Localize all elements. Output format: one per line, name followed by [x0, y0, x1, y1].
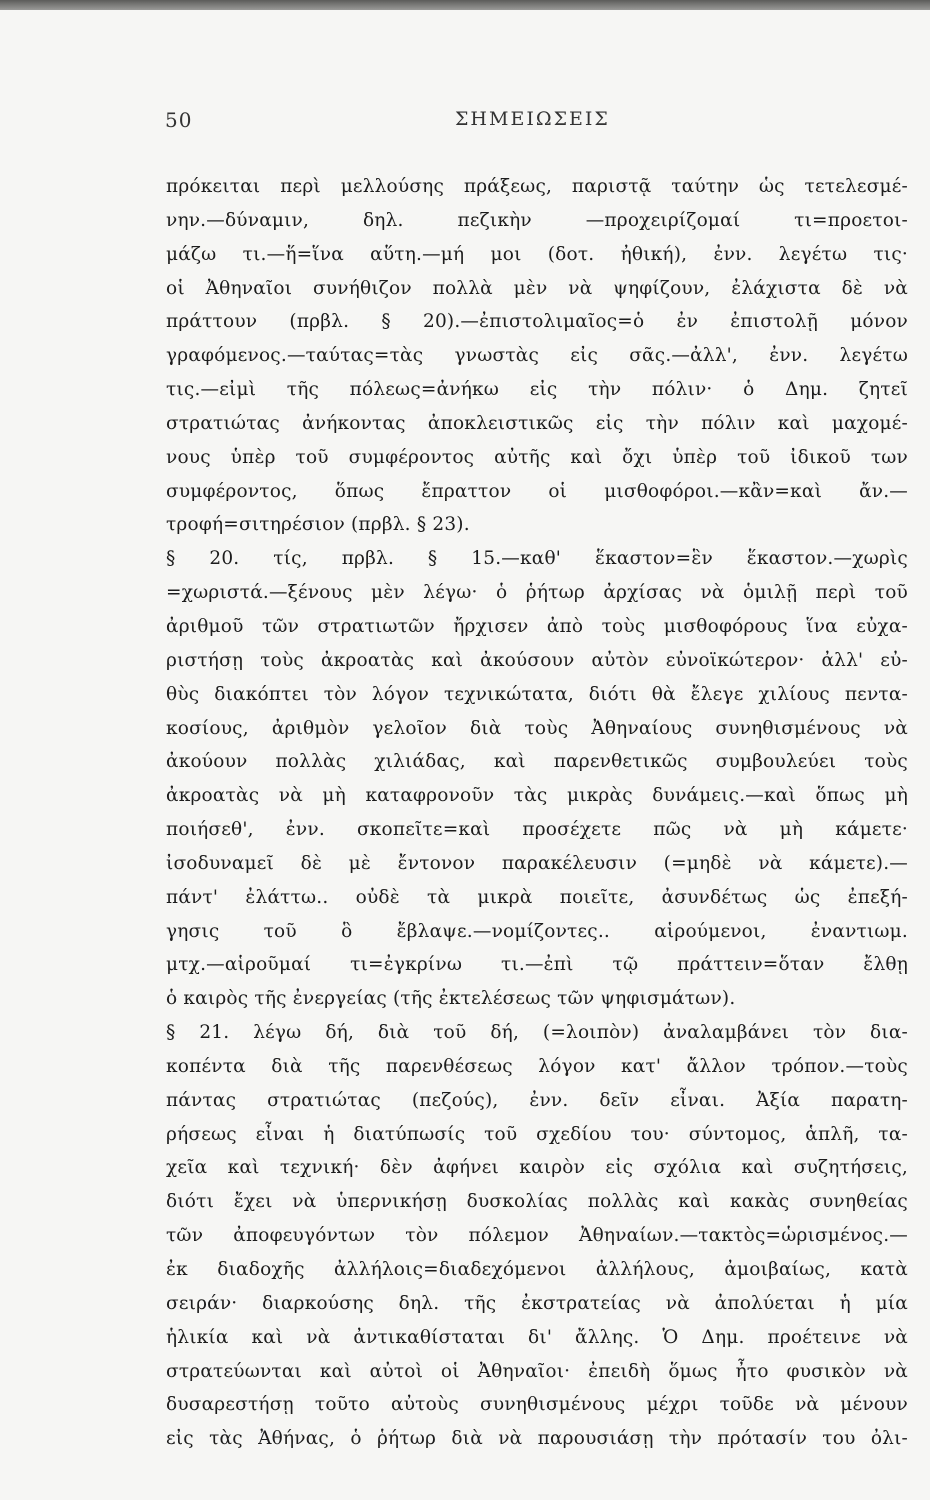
- text-line: ἀκροατὰς νὰ μὴ καταφρονοῦν τὰς μικρὰς δυνάμεις.—καὶ ὅπως μὴ: [166, 785, 908, 807]
- page-number: 50: [165, 108, 193, 132]
- book-page: [0, 10, 930, 1500]
- text-line: πρόκειται περὶ μελλούσης πράξεως, παριστᾷ ταύτην ὡς τετελεσμέ-: [166, 176, 908, 197]
- text-line: ριστήσῃ τοὺς ἀκροατὰς καὶ ἀκούσουν αὐτὸν εὐνοϊκώτερον· ἀλλ' εὐ-: [166, 649, 908, 671]
- scan-top-edge: [0, 0, 930, 10]
- text-line: γησις τοῦ ὃ ἔβλαψε.—νομίζοντες.. αἱρούμενοι, ἐναντιωμ.: [166, 920, 908, 942]
- text-line: οἱ Ἀθηναῖοι συνήθιζον πολλὰ μὲν νὰ ψηφίζουν, ἐλάχιστα δὲ νὰ: [166, 277, 908, 299]
- text-line: ὁ καιρὸς τῆς ἐνεργείας (τῆς ἐκτελέσεως τῶν ψηφισμάτων).: [166, 988, 736, 1010]
- text-line: μτχ.—αἱροῦμαί τι=ἐγκρίνω τι.—ἐπὶ τῷ πράττειν=ὅταν ἔλθῃ: [166, 954, 908, 976]
- text-line: τροφή=σιτηρέσιον (πρβλ. § 23).: [166, 514, 470, 536]
- text-line: τῶν ἀποφευγόντων τὸν πόλεμον Ἀθηναίων.—τακτὸς=ὡρισμένος.—: [166, 1225, 908, 1247]
- text-line: μάζω τι.—ἥ=ἵνα αὕτη.—μή μοι (δοτ. ἠθική), ἐνν. λεγέτω τις·: [166, 243, 908, 265]
- text-line: ἰσοδυναμεῖ δὲ μὲ ἔντονον παρακέλευσιν (=μηδὲ νὰ κάμετε).—: [166, 852, 908, 874]
- text-line: ποιήσεθ', ἐνν. σκοπεῖτε=καὶ προσέχετε πῶς νὰ μὴ κάμετε·: [166, 819, 908, 841]
- text-line: συμφέροντος, ὅπως ἔπραττον οἱ μισθοφόροι.—κἂν=καὶ ἄν.—: [166, 480, 908, 502]
- text-line: πάντας στρατιώτας (πεζούς), ἐνν. δεῖν εἶναι. Ἀξία παρατη-: [166, 1089, 908, 1111]
- text-line: χεῖα καὶ τεχνική· δὲν ἀφήνει καιρὸν εἰς σχόλια καὶ συζητήσεις,: [166, 1157, 908, 1179]
- text-line: διότι ἔχει νὰ ὑπερνικήσῃ δυσκολίας πολλὰς καὶ κακὰς συνηθείας: [166, 1191, 908, 1213]
- running-head: ΣΗΜΕΙΩΣΕΙΣ: [455, 108, 610, 130]
- text-line: τις.—εἰμὶ τῆς πόλεως=ἀνήκω εἰς τὴν πόλιν· ὁ Δημ. ζητεῖ: [166, 379, 908, 401]
- text-line: κοπέντα διὰ τῆς παρενθέσεως λόγον κατ' ἄλλον τρόπον.—τοὺς: [166, 1055, 908, 1077]
- text-line: εἰς τὰς Ἀθήνας, ὁ ῥήτωρ διὰ νὰ παρουσιάσῃ τὴν πρότασίν του ὀλι-: [166, 1428, 908, 1450]
- text-line: =χωριστά.—ξένους μὲν λέγω· ὁ ῥήτωρ ἀρχίσας νὰ ὁμιλῇ περὶ τοῦ: [166, 582, 908, 604]
- text-line: ἐκ διαδοχῆς ἀλλήλοις=διαδεχόμενοι ἀλλήλους, ἀμοιβαίως, κατὰ: [166, 1259, 908, 1280]
- text-line: ἡλικία καὶ νὰ ἀντικαθίσταται δι' ἄλλης. Ὁ Δημ. προέτεινε νὰ: [166, 1326, 908, 1348]
- text-line: ἀριθμοῦ τῶν στρατιωτῶν ἤρχισεν ἀπὸ τοὺς μισθοφόρους ἵνα εὐχα-: [166, 615, 908, 637]
- text-line: κοσίους, ἀριθμὸν γελοῖον διὰ τοὺς Ἀθηναίους συνηθισμένους νὰ: [166, 717, 908, 739]
- text-line: πάντ' ἐλάττω.. οὐδὲ τὰ μικρὰ ποιεῖτε, ἀσυνδέτως ὡς ἐπεξή-: [166, 886, 908, 908]
- text-line: νους ὑπὲρ τοῦ συμφέροντος αὐτῆς καὶ ὄχι ὑπὲρ τοῦ ἰδικοῦ των: [166, 446, 908, 468]
- text-line: θὺς διακόπτει τὸν λόγον τεχνικώτατα, διότι θὰ ἔλεγε χιλίους πεντα-: [166, 683, 908, 705]
- text-line: § 20. τίς, πρβλ. § 15.—καθ' ἕκαστον=ἓν ἕκαστον.—χωρὶς: [166, 548, 908, 570]
- text-line: δυσαρεστήσῃ τοῦτο αὐτοὺς συνηθισμένους μέχρι τοῦδε νὰ μένουν: [166, 1394, 908, 1416]
- text-line: πράττουν (πρβλ. § 20).—ἐπιστολιμαῖος=ὁ ἐν ἐπιστολῇ μόνον: [166, 311, 908, 333]
- text-line: νην.—δύναμιν, δηλ. πεζικὴν —προχειρίζομαί τι=προετοι-: [166, 209, 908, 231]
- text-line: γραφόμενος.—ταύτας=τὰς γνωστὰς εἰς σᾶς.—ἀλλ', ἐνν. λεγέτω: [166, 345, 908, 367]
- text-line: στρατεύωνται καὶ αὐτοὶ οἱ Ἀθηναῖοι· ἐπειδὴ ὅμως ἦτο φυσικὸν νὰ: [166, 1360, 908, 1382]
- text-line: στρατιώτας ἀνήκοντας ἀποκλειστικῶς εἰς τὴν πόλιν καὶ μαχομέ-: [166, 412, 908, 434]
- text-line: σειράν· διαρκούσης δηλ. τῆς ἐκστρατείας νὰ ἀπολύεται ἡ μία: [166, 1292, 908, 1314]
- notes-text-block: [166, 170, 908, 1456]
- text-line: ἀκούουν πολλὰς χιλιάδας, καὶ παρενθετικῶς συμβουλεύει τοὺς: [166, 751, 908, 773]
- text-line: § 21. λέγω δή, διὰ τοῦ δή, (=λοιπὸν) ἀναλαμβάνει τὸν δια-: [166, 1022, 908, 1044]
- text-line: ρήσεως εἶναι ἡ διατύπωσίς τοῦ σχεδίου του· σύντομος, ἁπλῆ, τα-: [166, 1123, 908, 1145]
